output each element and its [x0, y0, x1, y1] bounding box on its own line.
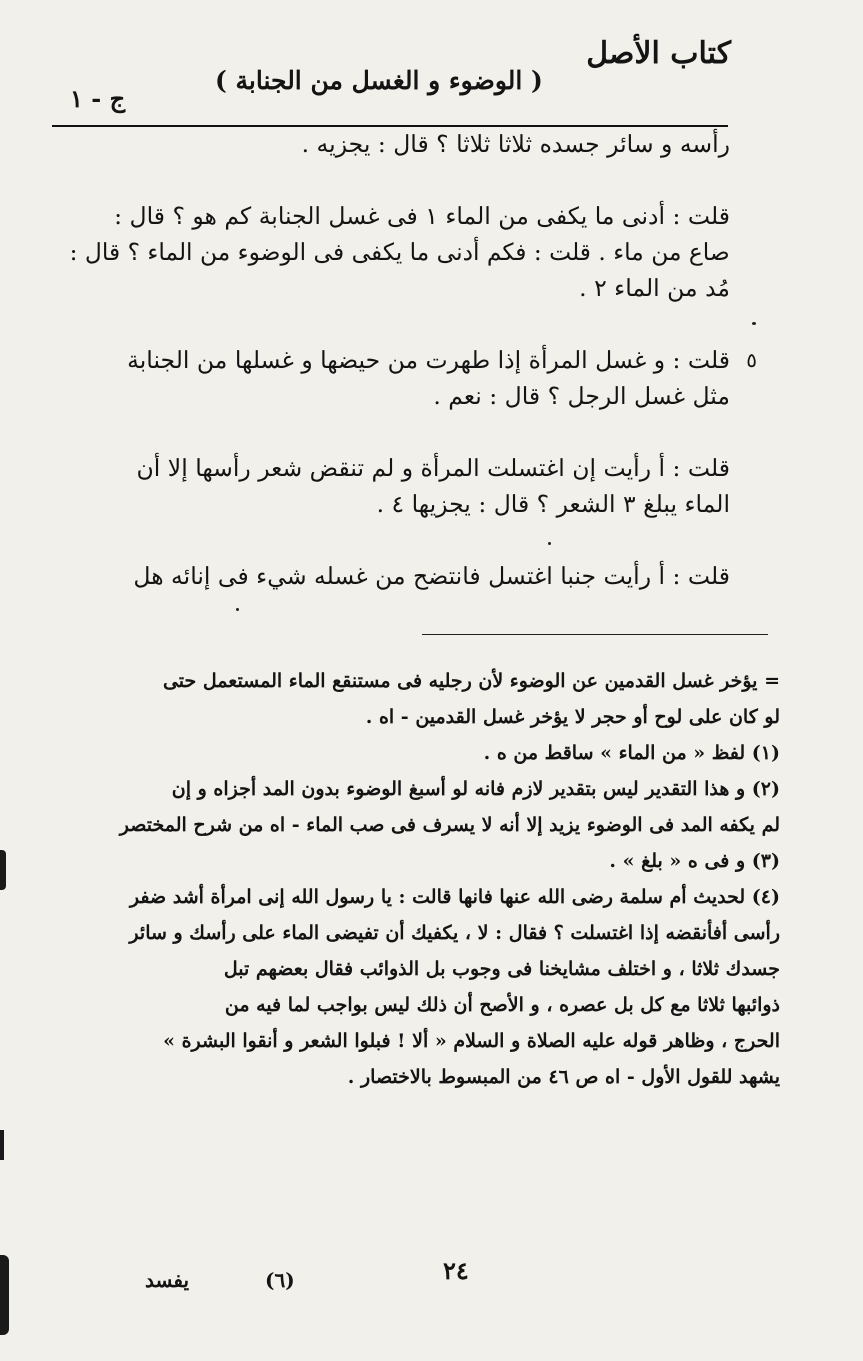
footnote-line: (١) لفظ « من الماء » ساقط من ه .	[483, 742, 780, 764]
text-line: قلت : أ رأيت إن اغتسلت المرأة و لم تنقض شعر رأسها إلا أن	[136, 454, 730, 482]
footnote-rule	[422, 634, 768, 635]
footnotes	[98, 666, 780, 1098]
footnote-line: (٢) و هذا التقدير ليس بتقدير لازم فانه لو أسبغ الوضوء بدون المد أجزاه و إن	[171, 778, 780, 800]
blank-line	[70, 522, 730, 558]
text-line: قلت : أ رأيت جنبا اغتسل فانتضح من غسله شيء فى إنائه هل	[133, 562, 730, 590]
volume-indicator: ج - ١	[70, 84, 126, 113]
blank-line	[70, 162, 730, 198]
page-number: ٢٤	[443, 1256, 469, 1285]
footnote-line: = يؤخر غسل القدمين عن الوضوء لأن رجليه فى مستنقع الماء المستعمل حتى	[162, 670, 780, 692]
main-text	[60, 126, 757, 594]
text-line: مثل غسل الرجل ؟ قال : نعم .	[433, 382, 730, 410]
footnote-line: (٣) و فى ه « بلغ » .	[609, 850, 780, 872]
scan-speck	[548, 542, 551, 545]
footnote-line: الحرج ، وظاهر قوله عليه الصلاة و السلام « ألا ! فبلوا الشعر و أنقوا البشرة »	[163, 1030, 780, 1052]
text-line: قلت : أدنى ما يكفى من الماء ١ فى غسل الجنابة كم هو ؟ قال :	[114, 202, 730, 230]
footnote-line: لو كان على لوح أو حجر لا يؤخر غسل القدمين - اه .	[365, 706, 780, 728]
scan-edge-mark	[0, 850, 6, 890]
paragraph-marker: ٥	[746, 348, 757, 372]
scan-edge-mark	[0, 1130, 4, 1160]
blank-line	[70, 414, 730, 450]
text-line: رأسه و سائر جسده ثلاثا ثلاثا ؟ قال : يجزيه .	[301, 130, 730, 158]
scan-speck	[752, 322, 756, 325]
footnote-line: لم يكفه المد فى الوضوء يزيد إلا أنه لا يسرف فى صب الماء - اه من شرح المختصر	[119, 814, 780, 836]
footnote-line: يشهد للقول الأول - اه ص ٤٦ من المبسوط بالاختصار .	[347, 1066, 780, 1088]
footnote-line: رأسى أفأنقضه إذا اغتسلت ؟ فقال : لا ، يكفيك أن تفيضى الماء على رأسك و سائر	[129, 922, 780, 944]
signature-mark: (٦)	[265, 1268, 295, 1292]
footnote-line: ذوائبها ثلاثا مع كل بل عصره ، و الأصح أن ذلك ليس بواجب لما فيه من	[224, 994, 780, 1016]
catchword: يفسد	[145, 1268, 190, 1292]
chapter-title: ( الوضوء و الغسل من الجنابة )	[215, 66, 543, 95]
text-line: قلت : و غسل المرأة إذا طهرت من حيضها و غسلها من الجنابة ٥	[70, 342, 730, 378]
scan-speck	[236, 608, 239, 611]
footnote-line: جسدك ثلاثا ، و اختلف مشايخنا فى وجوب بل الذوائب فقال بعضهم تبل	[223, 958, 780, 980]
book-title: كتاب الأصل	[586, 36, 731, 71]
scan-edge-mark	[0, 1255, 9, 1335]
footnote-line: (٤) لحديث أم سلمة رضى الله عنها فانها قالت : يا رسول الله إنى امرأة أشد ضفر	[129, 886, 780, 908]
text-line: صاع من ماء . قلت : فكم أدنى ما يكفى فى الوضوء من الماء ؟ قال :	[69, 238, 730, 266]
text-line: مُد من الماء ٢ .	[579, 274, 730, 302]
page-footer	[145, 1256, 645, 1302]
blank-line	[70, 306, 730, 342]
text-line: الماء يبلغ ٣ الشعر ؟ قال : يجزيها ٤ .	[376, 490, 730, 518]
